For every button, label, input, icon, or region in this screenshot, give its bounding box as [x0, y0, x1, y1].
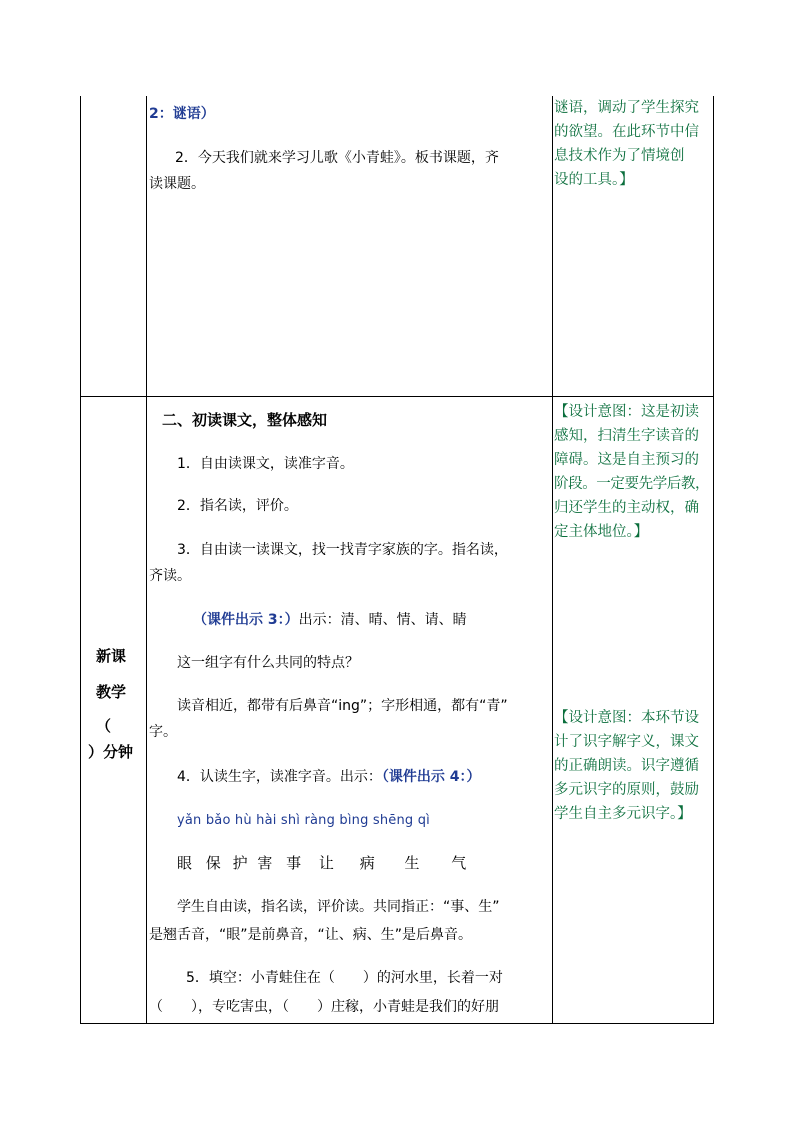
courseware-3-text: 出示：清、晴、情、请、睛: [298, 612, 467, 628]
design-note-2: 【设计意图：本环节设: [554, 710, 699, 726]
character: 眼: [177, 854, 193, 872]
courseware-3-row: [193, 610, 467, 630]
new-characters: [177, 853, 471, 873]
design-note-2: 计了识字解字义，课文: [554, 734, 699, 750]
courseware-3-label: （课件出示 3：）: [193, 612, 299, 628]
step-1: 1．自由读课文，读准字音。: [177, 456, 354, 472]
table-border-bottom: [80, 1023, 714, 1024]
section-label-line: （: [96, 717, 112, 735]
character: 气: [451, 854, 467, 872]
intro-line: 2．今天我们就来学习儿歌《小青蛙》。板书课题，齐: [175, 150, 499, 166]
design-note-1: 定主体地位。】: [554, 524, 649, 540]
step-4-row: [177, 767, 481, 787]
note-line: 谜语，调动了学生探究: [554, 100, 699, 116]
character: 事: [286, 854, 302, 872]
answer: 读音相近，都带有后鼻音“ing”；字形相通，都有“青”: [177, 698, 508, 714]
table-divider-notes: [552, 96, 553, 1024]
design-note-2: 的正确朗读。识字遵循: [554, 758, 699, 774]
table-border-left: [80, 96, 81, 1024]
table-border-right: [713, 96, 714, 1024]
design-note-1: 感知，扫清生字读音的: [554, 428, 699, 444]
practice-cont: 是翘舌音，“眼”是前鼻音，“让、病、生”是后鼻音。: [149, 927, 473, 943]
answer-cont: 字。: [149, 724, 177, 740]
note-line: 息技术作为了情境创: [554, 148, 685, 164]
table-row-divider: [80, 396, 714, 397]
courseware-4-label: （课件出示 4：）: [381, 769, 481, 785]
step-5-cont: （ ），专吃害虫，（ ）庄稼，小青蛙是我们的好朋: [149, 999, 499, 1015]
step-3: 3．自由读一读课文，找一找青字家族的字。指名读，: [177, 542, 508, 558]
step-5: 5．填空：小青蛙住在（ ）的河水里，长着一对: [186, 970, 503, 986]
note-line: 的欲望。在此环节中信: [554, 124, 699, 140]
character: 护: [232, 854, 248, 872]
design-note-2: 学生自主多元识字。】: [554, 806, 692, 822]
step-3-cont: 齐读。: [149, 568, 191, 584]
pinyin-line: yǎn bǎo hù hài shì ràng bìng shēng qì: [177, 813, 430, 828]
step-2: 2．指名读，评价。: [177, 498, 298, 514]
practice: 学生自由读，指名读，评价读。共同指正：“事、生”: [177, 899, 500, 915]
character: 生: [404, 854, 420, 872]
section-label-line: ）分钟: [88, 743, 134, 761]
character: 病: [359, 854, 375, 872]
character: 保: [205, 854, 221, 872]
design-note-1: 障碍。这是自主预习的: [554, 452, 699, 468]
section-label-line: 教学: [96, 683, 127, 701]
section-label-line: 新课: [96, 647, 127, 665]
intro-line-cont: 读课题。: [149, 176, 205, 192]
step-4-text: 4．认读生字，读准字音。出示：: [177, 769, 382, 785]
design-note-1: 阶段。一定要先学后教，: [554, 476, 710, 492]
note-line: 设的工具。】: [554, 172, 634, 188]
riddle-label: 2：谜语）: [149, 106, 215, 122]
character: 让: [318, 854, 334, 872]
design-note-1: 【设计意图：这是初读: [554, 404, 699, 420]
design-note-1: 归还学生的主动权，确: [554, 500, 699, 516]
section-heading: 二、初读课文，整体感知: [162, 411, 328, 429]
table-divider-label: [146, 96, 147, 1024]
character: 害: [257, 854, 273, 872]
design-note-2: 多元识字的原则，鼓励: [554, 782, 699, 798]
question: 这一组字有什么共同的特点？: [177, 655, 359, 671]
